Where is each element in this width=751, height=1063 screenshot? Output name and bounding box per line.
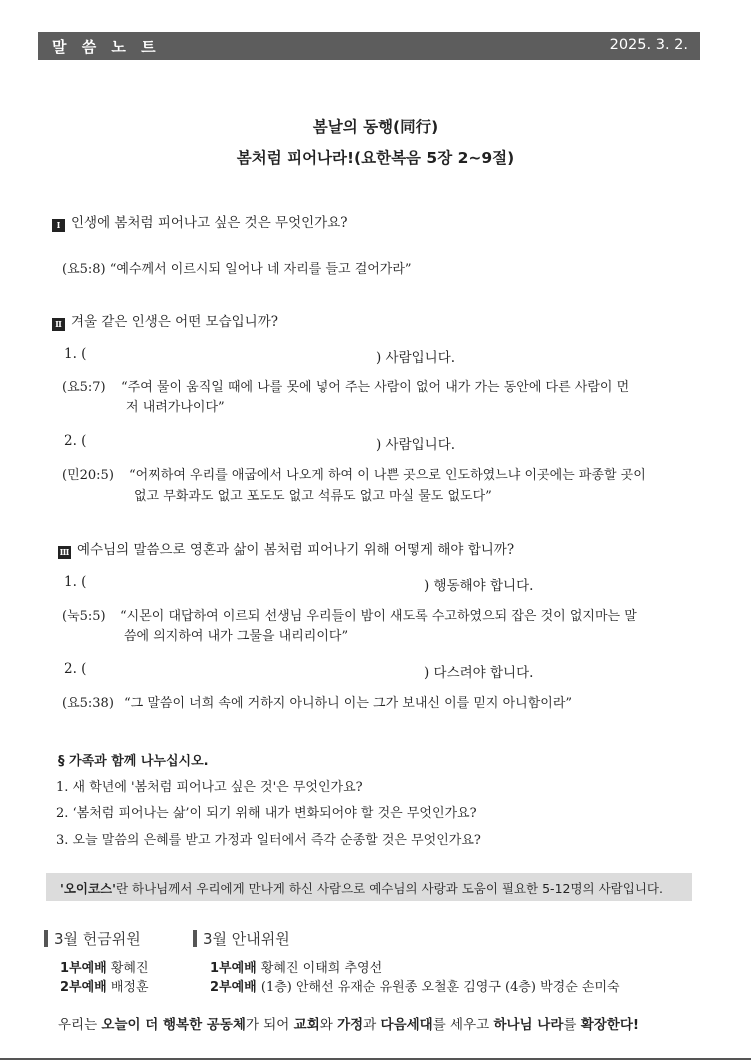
section-3-item-1-verse-line1: “시몬이 대답하여 이르되 선생님 우리들이 밤이 새도록 수고하였으되 잡은 것이 없지마는 말: [120, 609, 637, 624]
section-1-question: 인생에 봄처럼 피어나고 싶은 것은 무엇인가요?: [71, 215, 348, 231]
section-1-marker: Ⅰ: [52, 219, 65, 232]
offering-council-title: 3월 헌금위원: [54, 930, 141, 948]
section-3-item-1-suffix: ) 행동해야 합니다.: [424, 578, 534, 594]
section-2-item-1-verse-ref: (요5:7): [62, 380, 106, 395]
section-2-item-2-num: 2. (: [64, 433, 87, 449]
council-names: 황혜진: [110, 961, 149, 976]
section-2-heading: [52, 310, 278, 331]
section-3-item-2-verse-ref: (요5:38): [62, 696, 114, 711]
usher-council-title: 3월 안내위원: [203, 930, 290, 948]
family-heading: § 가족과 함께 나누십시오.: [58, 754, 209, 769]
closing-bold: 다음세대: [380, 1017, 433, 1033]
closing-bold: 가정: [337, 1017, 364, 1033]
sermon-subtitle: 봄처럼 피어나라!(요한복음 5장 2~9절): [236, 149, 515, 167]
council-names: (1층) 안해선 유재순 유원종 오철훈 김영구 (4층) 박경순 손미숙: [260, 980, 620, 995]
oikos-text: 란 하나님께서 우리에게 만나게 하신 사람으로 예수님의 사랑과 도움이 필요한 5-12명의 사람입니다.: [115, 881, 663, 896]
family-question-1: 1. 새 학년에 '봄처럼 피어나고 싶은 것'은 무엇인가요?: [56, 780, 363, 795]
closing-bold: 교회: [293, 1017, 320, 1033]
service-label: 1부예배: [60, 961, 107, 976]
section-2-item-2-suffix: ) 사람입니다.: [376, 437, 456, 453]
section-2-item-1-verse-line1: “주여 물이 움직일 때에 나를 못에 넣어 주는 사람이 없어 내가 가는 동안에 다른 사람이 먼: [121, 380, 630, 395]
offering-row-2: [60, 976, 149, 995]
section-2-item-2-verse-line1: “어찌하여 우리를 애굽에서 나오게 하여 이 나쁜 곳으로 인도하였느냐 이곳에는 파종할 곳이: [129, 468, 646, 483]
verse-ref: (요5:8): [62, 262, 106, 277]
section-2-item-2-verse-ref: (민20:5): [62, 468, 114, 483]
sermon-title: 봄날의 동행(同行): [312, 118, 439, 136]
section-2-item-2-verse-line2: 없고 무화과도 없고 포도도 없고 석류도 없고 마실 물도 없도다”: [134, 489, 492, 504]
section-2-item-1-num: 1. (: [64, 346, 87, 362]
offering-council-heading: [44, 928, 141, 949]
service-label: 1부예배: [210, 961, 257, 976]
bottom-rule: [0, 1058, 751, 1060]
header-bar: [38, 32, 700, 60]
service-label: 2부예배: [210, 980, 257, 995]
closing-bold: 하나님 나라: [493, 1017, 564, 1033]
section-2-marker: Ⅱ: [52, 318, 65, 331]
usher-row-2: [210, 976, 620, 995]
closing-text: 가 되어: [245, 1017, 294, 1033]
closing-text: 와: [319, 1017, 338, 1033]
section-3-item-2-num: 2. (: [64, 661, 87, 677]
closing-text: 우리는: [58, 1017, 102, 1033]
heading-bar-mark: [193, 930, 197, 947]
section-3-item-1-verse-line2: 씀에 의지하여 내가 그물을 내리리이다”: [124, 629, 349, 644]
offering-row-1: [60, 957, 149, 976]
section-3-heading: [58, 538, 514, 559]
header-title: 말 씀 노 트: [52, 38, 161, 56]
oikos-banner: [46, 873, 692, 901]
closing-bold: 확장한다!: [580, 1017, 640, 1033]
council-names: 배정훈: [110, 980, 149, 995]
section-3-item-2-verse-line1: “그 말씀이 너희 속에 거하지 아니하니 이는 그가 보내신 이를 믿지 아니함이라”: [124, 696, 573, 711]
closing-text: 를: [563, 1017, 581, 1033]
family-question-3: 3. 오늘 말씀의 은혜를 받고 가정과 일터에서 즉각 순종할 것은 무엇인가요?: [56, 833, 481, 848]
closing-text: 를 세우고: [432, 1017, 494, 1033]
verse-text: “예수께서 이르시되 일어나 네 자리를 들고 걸어가라”: [109, 262, 412, 277]
oikos-term: '오이코스': [60, 881, 116, 896]
closing-bold: 오늘이 더 행복한 공동체: [101, 1017, 246, 1033]
council-names: 황혜진 이태희 추영선: [260, 961, 383, 976]
heading-bar-mark: [44, 930, 48, 947]
section-1-verse: [62, 258, 412, 277]
section-1-heading: [52, 211, 347, 232]
section-3-item-2-suffix: ) 다스려야 합니다.: [424, 665, 534, 681]
closing-statement: [58, 1013, 639, 1033]
service-label: 2부예배: [60, 980, 107, 995]
section-3-question: 예수님의 말씀으로 영혼과 삶이 봄처럼 피어나기 위해 어떻게 해야 합니까?: [77, 542, 515, 558]
section-3-item-1-verse-ref: (눅5:5): [62, 609, 106, 624]
closing-text: 과: [363, 1017, 381, 1033]
section-2-question: 겨울 같은 인생은 어떤 모습입니까?: [71, 314, 278, 330]
family-question-2: 2. ‘봄처럼 피어나는 삶’이 되기 위해 내가 변화되어야 할 것은 무엇인가요?: [56, 806, 477, 821]
usher-council-heading: [193, 928, 290, 949]
section-2-item-1-verse-line2: 저 내려가나이다”: [126, 400, 225, 415]
section-2-item-1-suffix: ) 사람입니다.: [376, 350, 456, 366]
header-date: 2025. 3. 2.: [609, 37, 688, 53]
section-3-marker: Ⅲ: [59, 547, 70, 557]
section-3-item-1-num: 1. (: [64, 574, 87, 590]
usher-row-1: [210, 957, 382, 976]
